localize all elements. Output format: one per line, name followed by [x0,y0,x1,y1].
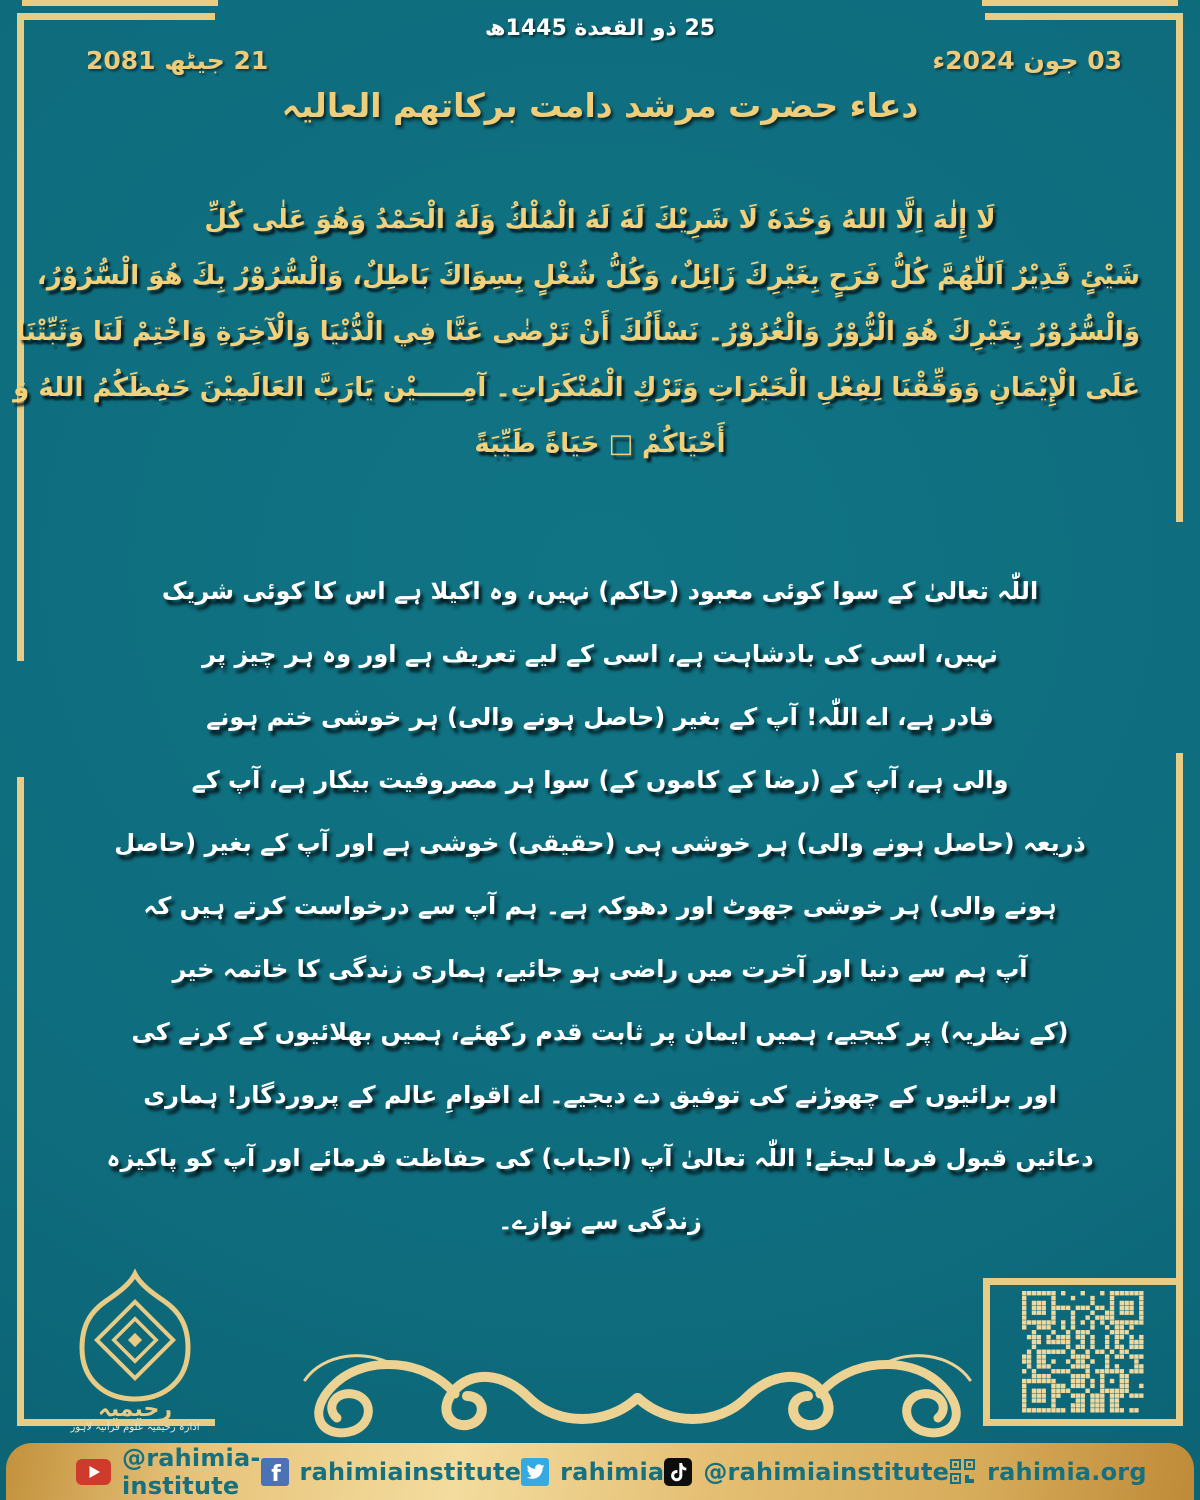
urdu-translation-line: نہیں، اسی کی بادشاہت ہے، اسی کے لیے تعریف ہے اور وہ ہر چیز پر [202,640,998,668]
poster-title: دعاء حضرت مرشد دامت برکاتھم العالیہ [281,86,919,125]
social-handle: @rahimiainstitute [703,1457,950,1486]
social-handle: @rahimia-institute [122,1443,261,1500]
bikrami-date: 21 جیٹھ 2081 [86,46,269,75]
social-handle: rahimia.org [987,1457,1147,1486]
footer-bar [6,1443,1194,1500]
qr-code-modules [1022,1291,1144,1413]
frame-right-line-lower [1176,753,1183,1278]
urdu-translation-line: زندگی سے نوازے۔ [498,1207,702,1235]
frame-top-strip-left [22,0,218,6]
urdu-translation-line: اور برائیوں کے چھوڑنے کی توفیق دے دیجیے۔ اے اقوامِ عالم کے پروردگار! ہماری [143,1081,1057,1109]
youtube-icon [76,1459,111,1485]
arabic-prayer-line: وَالْسُّرُوْرُ بِغَيْرِكَ هُوَ الْزُّوْرُ وَالْغُرُوْرُ۔ نَسْأَلُكَ أَنْ تَرْضٰى عَنَّا فِي الْدُّنْيَا وَالْآخِرَةِ وَاخْتِمْ لَنَا وَثَبِّتْنَا [16,317,1140,347]
qr-code [983,1278,1183,1426]
hijri-date: 25 ذو القعدة 1445ھ [484,16,716,41]
logo-kufic-icon [97,1302,173,1378]
arabic-prayer-block [13,192,1140,472]
footer-item-youtube [76,1444,261,1500]
urdu-translation-line: آپ ہم سے دنیا اور آخرت میں راضی ہو جائیے، ہماری زندگی کا خاتمہ خیر [172,955,1028,983]
urdu-translation-line: ذریعہ (حاصل ہونے والی) ہر خوشی ہی (حقیقی) خوشی ہے اور آپ کے بغیر (حاصل [114,829,1086,857]
twitter-icon [521,1458,549,1486]
divider-flourish-icon [275,1336,1000,1444]
urdu-translation-line: قادر ہے، اے اللّٰہ! آپ کے بغیر (حاصل ہونے والی) ہر خوشی ختم ہونے [206,703,994,731]
frame-top-strip-right [982,0,1178,6]
logo-subtitle: ادارہ رحیمیہ علومِ قرآنیہ لاہور [70,1422,200,1433]
tiktok-icon [664,1458,692,1486]
social-handle: rahimia [560,1457,665,1486]
urdu-translation-line: (کے نظریہ) پر کیجیے، ہمیں ایمان پر ثابت قدم رکھئے، ہمیں بھلائیوں کے کرنے کی [131,1018,1069,1046]
svg-text:f: f [270,1461,281,1486]
arabic-prayer-line: لَا إِلٰهَ اِلَّا اللهُ وَحْدَهٗ لَا شَرِيْكَ لَهٗ لَهُ الْمُلْكُ وَلَهُ الْحَمْدُ وَهُوَ عَلٰى كُلِّ [204,205,996,235]
arabic-prayer-line: عَلَى الْإِيْمَانِ وَوَفِّقْنَا لِفِعْلِ الْخَيْرَاتِ وَتَرْكِ الْمُنْكَرَاتِ۔ آمِـــــيْن يَارَبَّ العَالَمِيْنَ حَفِظَكُمُ اللهُ وَ [13,373,1140,403]
urdu-translation-block [60,560,1140,1253]
urdu-translation-line: ہونے والی) ہر خوشی جھوٹ اور دھوکہ ہے۔ ہم آپ سے درخواست کرتے ہیں کہ [143,892,1057,920]
logo-name: رحیمیہ [97,1397,173,1422]
urdu-translation-line: اللّٰہ تعالیٰ کے سوا کوئی معبود (حاکم) نہیں، وہ اکیلا ہے اس کا کوئی شریک [161,577,1039,605]
frame-left-line-lower [17,777,24,1426]
footer-item-website [949,1458,1147,1486]
arabic-prayer-line: شَيْئٍ قَدِيْرٌ اَللّٰهُمَّ كُلُّ فَرَحٍ بِغَيْرِكَ زَائِلٌ، وَكُلُّ شُغْلٍ بِسِوَاكَ بَاطِلٌ، وَالْسُّرُوْرُ بِكَ هُوَ الْسُّرُوْرُ، [36,261,1140,291]
facebook-icon [261,1458,289,1486]
footer-item-tiktok [664,1458,949,1486]
gregorian-date: 03 جون 2024ء [932,46,1122,75]
urdu-translation-line: دعائیں قبول فرما لیجئے! اللّٰہ تعالیٰ آپ (احباب) کی حفاظت فرمائے اور آپ کو پاکیزہ [106,1144,1094,1172]
logo-arch-icon [82,1274,188,1399]
urdu-translation-line: والی ہے، آپ کے (رضا کے کاموں کے) سوا ہر مصروفیت بیکار ہے، آپ کے [191,766,1009,794]
website-qr-icon [949,1458,976,1485]
rahimia-logo [50,1268,220,1433]
arabic-prayer-line: أَحْيَاكُمْ □ حَيَاةً طَيِّبَةً [474,429,726,459]
footer-item-facebook [261,1458,522,1486]
social-handle: rahimiainstitute [299,1457,522,1486]
footer-item-twitter [521,1458,664,1486]
